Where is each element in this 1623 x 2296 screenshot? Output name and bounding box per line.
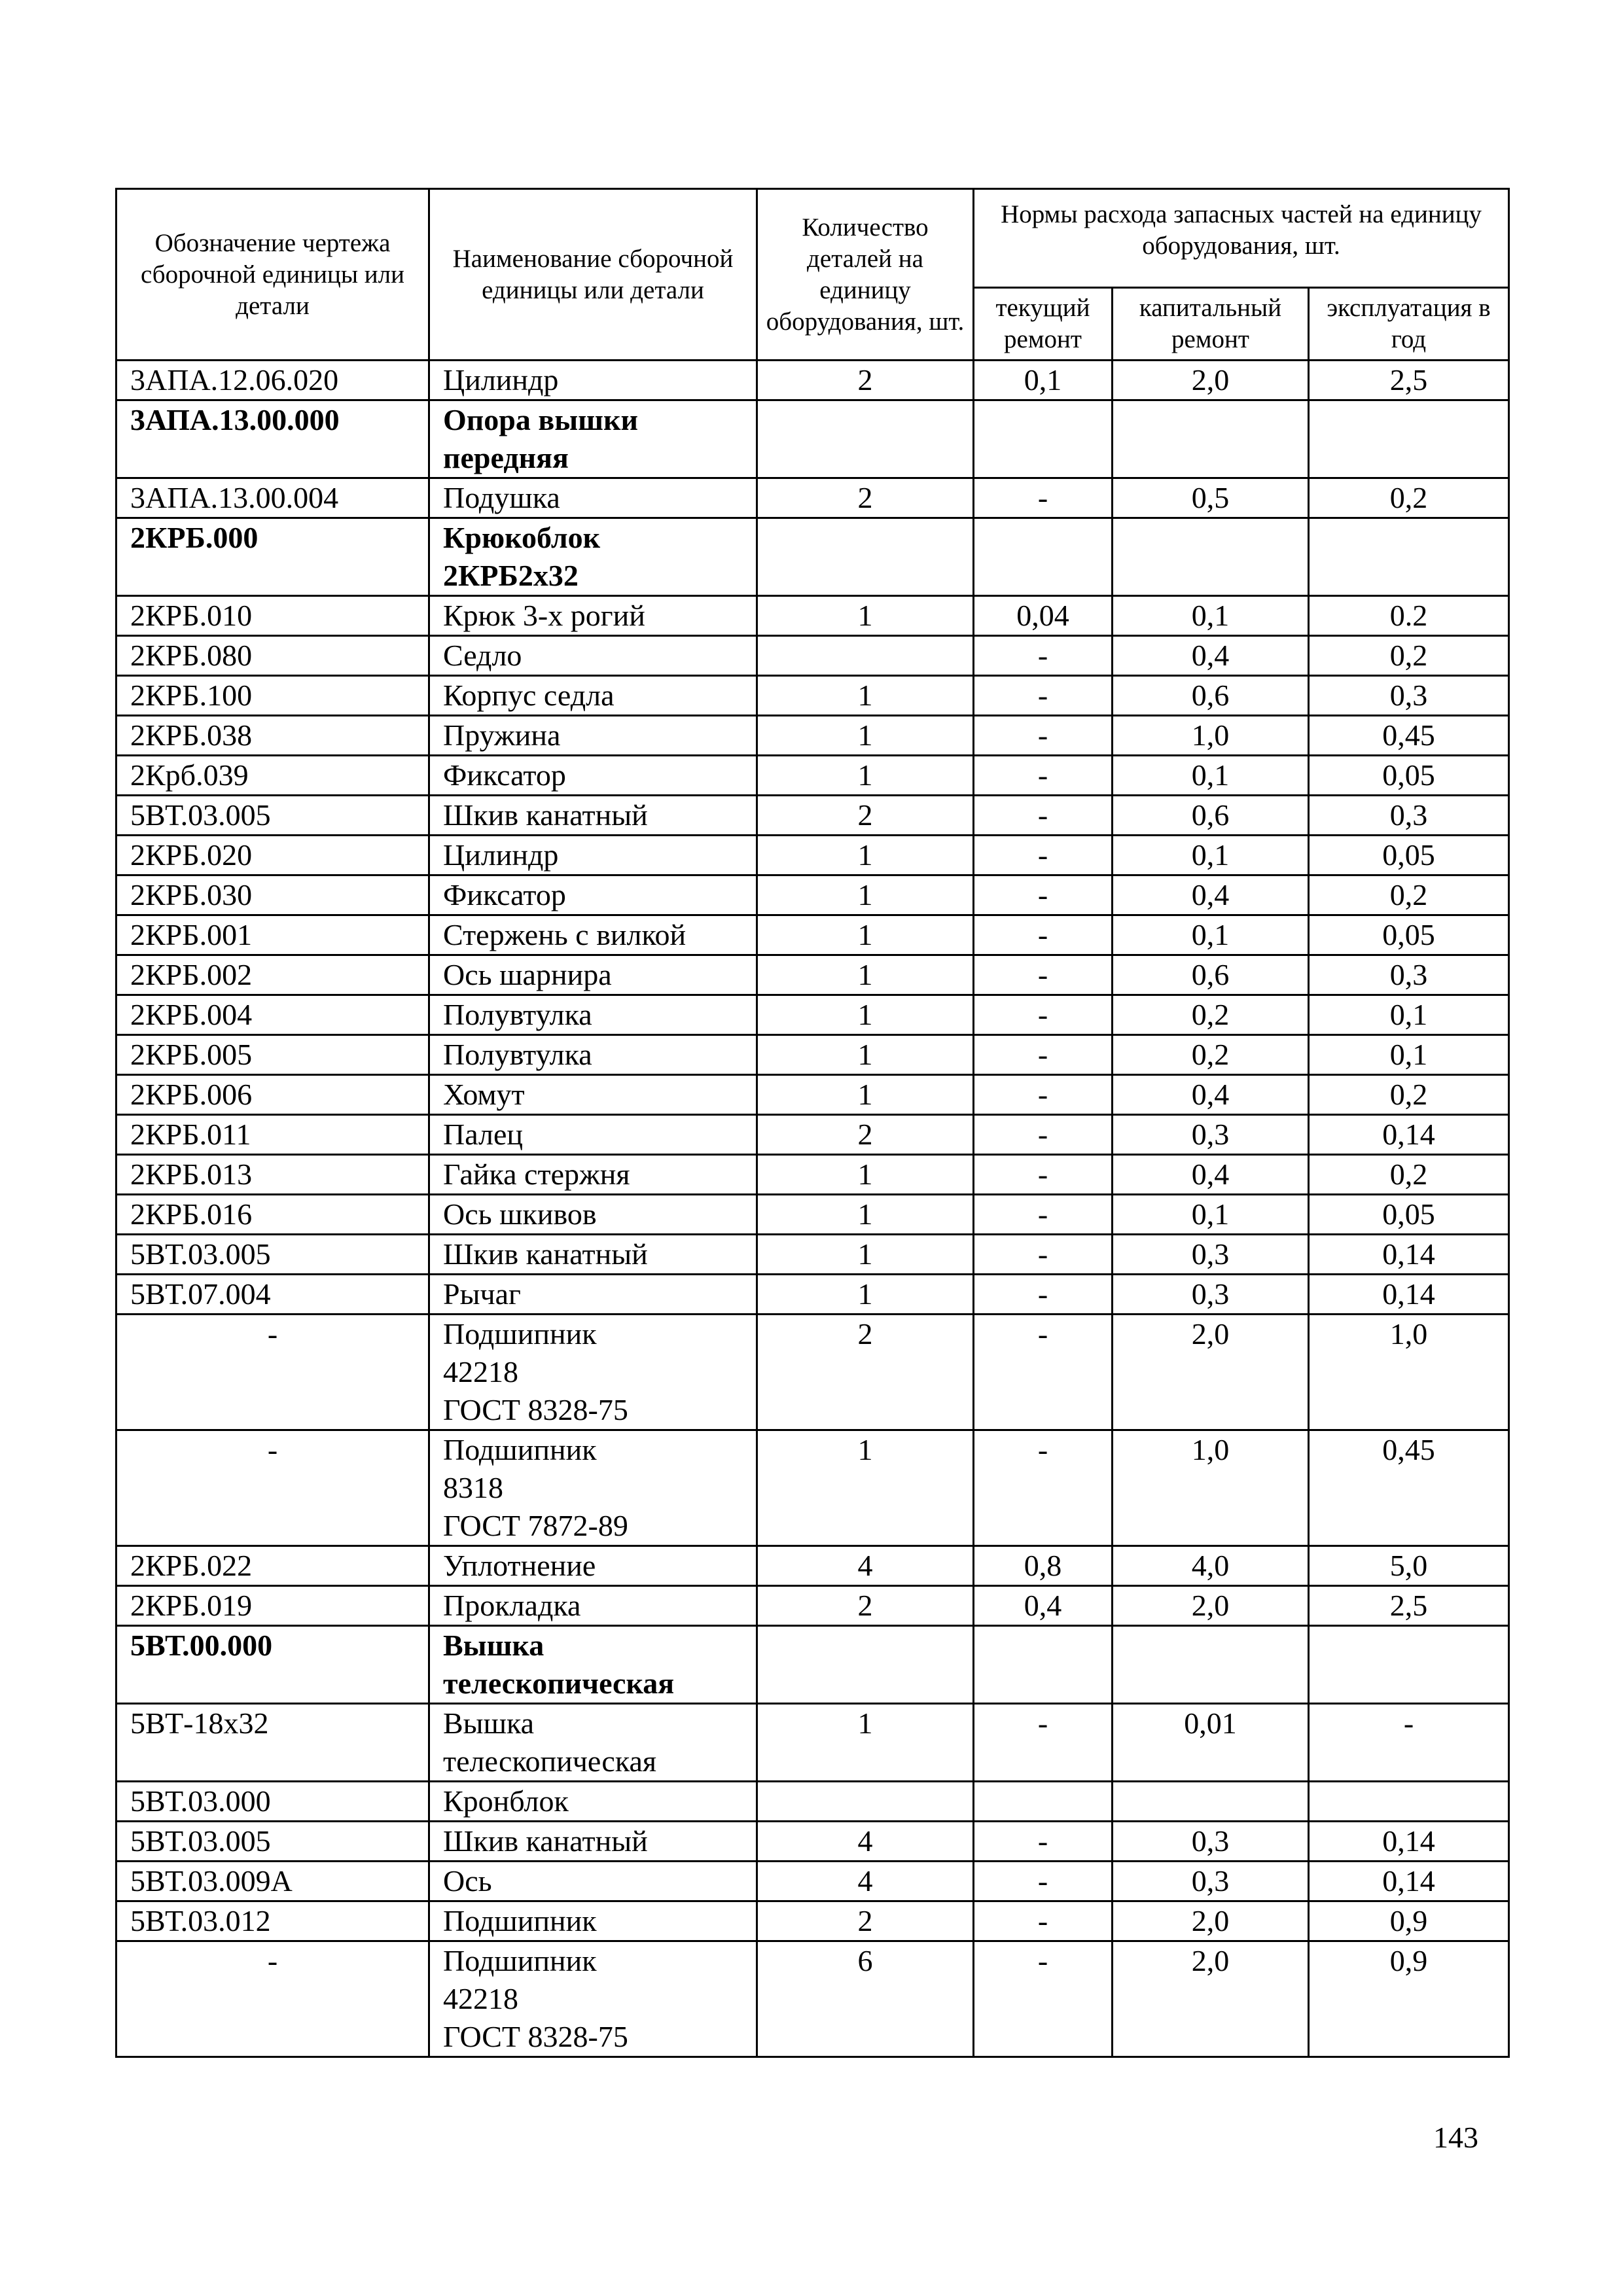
table-row [116, 1195, 1509, 1235]
cell-name [429, 836, 757, 875]
table-row [116, 716, 1509, 756]
cell-capital-repair: 0,3 [1113, 1862, 1309, 1901]
cell-name-line: Гайка стержня [443, 1157, 630, 1191]
table-row [116, 1704, 1509, 1782]
cell-name-line: Подшипник [443, 1317, 597, 1351]
cell-name-line: Подшипник [443, 1944, 597, 1977]
cell-capital-repair: 0,1 [1113, 915, 1309, 955]
cell-capital-repair: 2,0 [1113, 361, 1309, 400]
cell-name [429, 1195, 757, 1235]
cell-current-repair: - [974, 636, 1113, 676]
cell-operation: 0.2 [1309, 596, 1509, 636]
cell-quantity: 1 [757, 716, 974, 756]
cell-name-line: 8318 [443, 1471, 503, 1504]
cell-capital-repair: 0,3 [1113, 1275, 1309, 1315]
cell-name-line: Стержень с вилкой [443, 918, 687, 951]
cell-name [429, 518, 757, 596]
cell-name-line: Ось шарнира [443, 958, 612, 991]
cell-capital-repair: 2,0 [1113, 1941, 1309, 2057]
cell-quantity: 1 [757, 1075, 974, 1115]
cell-name-line: ГОСТ 8328-75 [443, 1393, 628, 1426]
cell-current-repair: - [974, 875, 1113, 915]
table-row [116, 400, 1509, 478]
cell-name [429, 1586, 757, 1626]
table-row [116, 796, 1509, 836]
cell-quantity [757, 400, 974, 478]
cell-quantity [757, 518, 974, 596]
cell-quantity: 1 [757, 1155, 974, 1195]
cell-capital-repair: 0,3 [1113, 1115, 1309, 1155]
cell-designation: 2КРБ.000 [116, 518, 429, 596]
cell-name [429, 1822, 757, 1862]
cell-quantity: 1 [757, 1275, 974, 1315]
cell-operation: 0,2 [1309, 1155, 1509, 1195]
cell-name-line: Подшипник [443, 1904, 597, 1937]
cell-capital-repair [1113, 400, 1309, 478]
cell-current-repair: - [974, 1235, 1113, 1275]
cell-name-line: Хомут [443, 1078, 525, 1111]
table-row [116, 836, 1509, 875]
header-quantity: Количество деталей на единицу оборудования, шт. [757, 189, 974, 361]
cell-name-line: Подшипник [443, 1433, 597, 1466]
cell-name [429, 756, 757, 796]
cell-name-line: Рычаг [443, 1277, 521, 1311]
cell-name [429, 676, 757, 716]
cell-current-repair: - [974, 915, 1113, 955]
cell-name [429, 1035, 757, 1075]
cell-designation: 2КРБ.100 [116, 676, 429, 716]
cell-current-repair: - [974, 1075, 1113, 1115]
table-row [116, 1862, 1509, 1901]
table-row [116, 1822, 1509, 1862]
cell-operation [1309, 1626, 1509, 1704]
cell-quantity: 2 [757, 361, 974, 400]
cell-operation: 0,14 [1309, 1275, 1509, 1315]
table-row [116, 1155, 1509, 1195]
cell-designation: 2Крб.039 [116, 756, 429, 796]
cell-designation: 2КРБ.016 [116, 1195, 429, 1235]
cell-name-line: Фиксатор [443, 878, 566, 911]
table-row [116, 1275, 1509, 1315]
header-capital-repair: капитальный ремонт [1113, 288, 1309, 361]
cell-operation: 0,14 [1309, 1115, 1509, 1155]
cell-name [429, 1275, 757, 1315]
table-row [116, 955, 1509, 995]
cell-capital-repair [1113, 518, 1309, 596]
cell-name-line: 42218 [443, 1355, 518, 1388]
cell-designation: 2КРБ.013 [116, 1155, 429, 1195]
cell-name [429, 1901, 757, 1941]
cell-designation: 2КРБ.004 [116, 995, 429, 1035]
cell-designation: 2КРБ.038 [116, 716, 429, 756]
cell-name [429, 478, 757, 518]
cell-name [429, 955, 757, 995]
cell-name-line: телескопическая [443, 1667, 675, 1700]
cell-current-repair: - [974, 1822, 1113, 1862]
page-number: 143 [1433, 2121, 1478, 2154]
cell-quantity: 1 [757, 1195, 974, 1235]
header-operation: эксплуатация в год [1309, 288, 1509, 361]
cell-designation: 2КРБ.006 [116, 1075, 429, 1115]
cell-operation: 0,2 [1309, 636, 1509, 676]
table-row [116, 676, 1509, 716]
cell-operation: 0,2 [1309, 1075, 1509, 1115]
table-row [116, 1075, 1509, 1115]
cell-name [429, 400, 757, 478]
cell-current-repair [974, 518, 1113, 596]
cell-operation: 2,5 [1309, 361, 1509, 400]
cell-name-line: Подушка [443, 481, 560, 514]
cell-name [429, 1626, 757, 1704]
cell-operation: 0,14 [1309, 1862, 1509, 1901]
cell-operation [1309, 518, 1509, 596]
cell-current-repair: - [974, 1155, 1113, 1195]
cell-quantity: 4 [757, 1546, 974, 1586]
table-row [116, 1901, 1509, 1941]
cell-designation: 2КРБ.019 [116, 1586, 429, 1626]
cell-operation: 0,45 [1309, 1430, 1509, 1546]
cell-operation [1309, 1782, 1509, 1822]
cell-current-repair: - [974, 1704, 1113, 1782]
cell-designation: 2КРБ.001 [116, 915, 429, 955]
cell-operation: 0,14 [1309, 1235, 1509, 1275]
cell-name-line: Шкив канатный [443, 798, 648, 832]
cell-operation: 0,3 [1309, 796, 1509, 836]
cell-designation: 3АПА.13.00.004 [116, 478, 429, 518]
table-row [116, 518, 1509, 596]
cell-current-repair: - [974, 716, 1113, 756]
cell-designation: 2КРБ.080 [116, 636, 429, 676]
cell-current-repair: 0,04 [974, 596, 1113, 636]
cell-capital-repair: 0,5 [1113, 478, 1309, 518]
cell-designation: 2КРБ.002 [116, 955, 429, 995]
cell-operation: 0,3 [1309, 676, 1509, 716]
cell-current-repair: - [974, 1115, 1113, 1155]
cell-name [429, 361, 757, 400]
cell-quantity: 1 [757, 836, 974, 875]
cell-operation: - [1309, 1704, 1509, 1782]
table-row [116, 915, 1509, 955]
cell-designation: 2КРБ.022 [116, 1546, 429, 1586]
cell-designation: 2КРБ.011 [116, 1115, 429, 1155]
cell-current-repair: 0,1 [974, 361, 1113, 400]
table-row [116, 1035, 1509, 1075]
cell-designation: 5ВТ.03.009А [116, 1862, 429, 1901]
table-row [116, 1782, 1509, 1822]
header-current-repair: текущий ремонт [974, 288, 1113, 361]
cell-current-repair: - [974, 796, 1113, 836]
cell-name-line: Корпус седла [443, 679, 615, 712]
cell-current-repair: - [974, 1035, 1113, 1075]
cell-quantity [757, 636, 974, 676]
cell-capital-repair: 0,01 [1113, 1704, 1309, 1782]
cell-current-repair: - [974, 1315, 1113, 1430]
cell-capital-repair: 0,6 [1113, 796, 1309, 836]
cell-current-repair [974, 1626, 1113, 1704]
cell-quantity [757, 1782, 974, 1822]
cell-name-line: Палец [443, 1118, 524, 1151]
cell-designation: 5ВТ.03.005 [116, 1235, 429, 1275]
cell-quantity: 2 [757, 1315, 974, 1430]
cell-name [429, 1862, 757, 1901]
cell-quantity: 1 [757, 1704, 974, 1782]
cell-operation: 5,0 [1309, 1546, 1509, 1586]
cell-capital-repair: 0,3 [1113, 1235, 1309, 1275]
table-row [116, 1546, 1509, 1586]
cell-designation: 2КРБ.020 [116, 836, 429, 875]
cell-operation: 0,1 [1309, 1035, 1509, 1075]
cell-operation: 0,2 [1309, 478, 1509, 518]
header-norms: Нормы расхода запасных частей на единицу оборудования, шт. [974, 189, 1509, 288]
cell-name [429, 1115, 757, 1155]
cell-quantity: 2 [757, 1586, 974, 1626]
cell-operation: 0,05 [1309, 1195, 1509, 1235]
cell-capital-repair [1113, 1782, 1309, 1822]
cell-capital-repair: 0,3 [1113, 1822, 1309, 1862]
cell-quantity: 2 [757, 1901, 974, 1941]
cell-name [429, 796, 757, 836]
table-header-row [116, 189, 1509, 288]
cell-quantity: 1 [757, 1235, 974, 1275]
cell-designation: 5ВТ.00.000 [116, 1626, 429, 1704]
table-row [116, 1115, 1509, 1155]
cell-current-repair: - [974, 756, 1113, 796]
cell-quantity: 1 [757, 955, 974, 995]
cell-name-line: телескопическая [443, 1744, 657, 1778]
cell-name-line: Вышка [443, 1629, 544, 1662]
header-designation: Обозначение чертежа сборочной единицы или детали [116, 189, 429, 361]
cell-designation: 5ВТ.03.012 [116, 1901, 429, 1941]
cell-name [429, 1235, 757, 1275]
cell-name [429, 1782, 757, 1822]
cell-name-line: Цилиндр [443, 838, 559, 872]
cell-current-repair: - [974, 478, 1113, 518]
cell-name-line: ГОСТ 8328-75 [443, 2020, 628, 2053]
cell-name [429, 1155, 757, 1195]
cell-name-line: ГОСТ 7872-89 [443, 1509, 628, 1542]
cell-name-line: Опора вышки [443, 403, 638, 436]
cell-name-line: 42218 [443, 1982, 518, 2015]
cell-designation: 5ВТ.03.000 [116, 1782, 429, 1822]
cell-quantity: 2 [757, 1115, 974, 1155]
cell-name-line: передняя [443, 441, 569, 474]
cell-current-repair: - [974, 1195, 1113, 1235]
cell-designation: 3АПА.12.06.020 [116, 361, 429, 400]
cell-name [429, 1075, 757, 1115]
cell-name-line: Пружина [443, 718, 561, 752]
cell-quantity: 1 [757, 1430, 974, 1546]
cell-name-line: Прокладка [443, 1589, 581, 1622]
cell-current-repair: 0,8 [974, 1546, 1113, 1586]
cell-operation: 0,45 [1309, 716, 1509, 756]
spare-parts-table [115, 188, 1510, 2058]
table-row [116, 1235, 1509, 1275]
cell-capital-repair: 0,4 [1113, 1075, 1309, 1115]
cell-name-line: Ось шкивов [443, 1197, 597, 1231]
cell-designation: - [116, 1315, 429, 1430]
cell-quantity: 4 [757, 1822, 974, 1862]
cell-capital-repair: 0,1 [1113, 836, 1309, 875]
cell-operation: 0,9 [1309, 1941, 1509, 2057]
cell-designation: 3АПА.13.00.000 [116, 400, 429, 478]
cell-operation: 0,3 [1309, 955, 1509, 995]
cell-name-line: Ось [443, 1864, 492, 1898]
cell-current-repair: - [974, 836, 1113, 875]
cell-quantity: 1 [757, 676, 974, 716]
cell-current-repair [974, 1782, 1113, 1822]
cell-current-repair: - [974, 1862, 1113, 1901]
cell-current-repair [974, 400, 1113, 478]
cell-designation: 2КРБ.030 [116, 875, 429, 915]
cell-name-line: Седло [443, 639, 522, 672]
cell-capital-repair: 2,0 [1113, 1315, 1309, 1430]
cell-capital-repair: 4,0 [1113, 1546, 1309, 1586]
cell-name-line: Полувтулка [443, 1038, 592, 1071]
cell-quantity: 1 [757, 756, 974, 796]
cell-quantity: 6 [757, 1941, 974, 2057]
cell-name [429, 1546, 757, 1586]
table-row [116, 596, 1509, 636]
cell-operation: 0,05 [1309, 836, 1509, 875]
table-row [116, 1586, 1509, 1626]
cell-name-line: Полувтулка [443, 998, 592, 1031]
cell-capital-repair: 1,0 [1113, 716, 1309, 756]
cell-name [429, 1430, 757, 1546]
cell-designation: - [116, 1430, 429, 1546]
cell-name [429, 1315, 757, 1430]
table-row [116, 1626, 1509, 1704]
cell-capital-repair [1113, 1626, 1309, 1704]
cell-capital-repair: 0,4 [1113, 1155, 1309, 1195]
cell-quantity: 1 [757, 915, 974, 955]
cell-name-line: Крюкоблок [443, 521, 601, 554]
cell-name [429, 636, 757, 676]
cell-current-repair: - [974, 676, 1113, 716]
cell-name-line: Цилиндр [443, 363, 559, 397]
cell-operation: 2,5 [1309, 1586, 1509, 1626]
cell-operation [1309, 400, 1509, 478]
cell-quantity: 4 [757, 1862, 974, 1901]
cell-capital-repair: 0,2 [1113, 1035, 1309, 1075]
cell-quantity [757, 1626, 974, 1704]
cell-capital-repair: 0,4 [1113, 636, 1309, 676]
cell-capital-repair: 2,0 [1113, 1586, 1309, 1626]
cell-quantity: 1 [757, 875, 974, 915]
cell-quantity: 2 [757, 796, 974, 836]
cell-name-line: Фиксатор [443, 758, 566, 792]
cell-name [429, 875, 757, 915]
cell-name [429, 915, 757, 955]
cell-name-line: Уплотнение [443, 1549, 596, 1582]
table-row [116, 1430, 1509, 1546]
cell-capital-repair: 0,1 [1113, 596, 1309, 636]
table-row [116, 636, 1509, 676]
table-row [116, 995, 1509, 1035]
cell-name [429, 1941, 757, 2057]
cell-current-repair: - [974, 1430, 1113, 1546]
cell-name-line: Шкив канатный [443, 1237, 648, 1271]
cell-quantity: 1 [757, 995, 974, 1035]
cell-current-repair: - [974, 1941, 1113, 2057]
header-name: Наименование сборочной единицы или детали [429, 189, 757, 361]
table-row [116, 361, 1509, 400]
cell-name-line: Вышка [443, 1706, 535, 1740]
table-row [116, 1315, 1509, 1430]
cell-name-line: 2КРБ2x32 [443, 559, 579, 592]
cell-name-line: Крюк 3-х рогий [443, 599, 645, 632]
cell-designation: 5ВТ.07.004 [116, 1275, 429, 1315]
cell-current-repair: 0,4 [974, 1586, 1113, 1626]
cell-designation: 2КРБ.010 [116, 596, 429, 636]
cell-designation: 5ВТ.03.005 [116, 1822, 429, 1862]
cell-capital-repair: 0,1 [1113, 756, 1309, 796]
cell-operation: 0,1 [1309, 995, 1509, 1035]
cell-current-repair: - [974, 1901, 1113, 1941]
cell-capital-repair: 2,0 [1113, 1901, 1309, 1941]
table-row [116, 1941, 1509, 2057]
cell-name [429, 716, 757, 756]
cell-designation: - [116, 1941, 429, 2057]
cell-designation: 5ВТ.03.005 [116, 796, 429, 836]
cell-capital-repair: 0,6 [1113, 676, 1309, 716]
cell-quantity: 1 [757, 1035, 974, 1075]
table-row [116, 478, 1509, 518]
cell-current-repair: - [974, 995, 1113, 1035]
cell-capital-repair: 1,0 [1113, 1430, 1309, 1546]
cell-operation: 0,2 [1309, 875, 1509, 915]
cell-name-line: Шкив канатный [443, 1824, 648, 1858]
cell-quantity: 2 [757, 478, 974, 518]
cell-name [429, 1704, 757, 1782]
cell-capital-repair: 0,1 [1113, 1195, 1309, 1235]
cell-quantity: 1 [757, 596, 974, 636]
cell-operation: 0,14 [1309, 1822, 1509, 1862]
cell-operation: 0,05 [1309, 915, 1509, 955]
cell-capital-repair: 0,2 [1113, 995, 1309, 1035]
cell-designation: 5ВТ-18x32 [116, 1704, 429, 1782]
cell-operation: 1,0 [1309, 1315, 1509, 1430]
cell-capital-repair: 0,6 [1113, 955, 1309, 995]
cell-capital-repair: 0,4 [1113, 875, 1309, 915]
table-row [116, 756, 1509, 796]
table-row [116, 875, 1509, 915]
cell-name [429, 596, 757, 636]
cell-name-line: Кронблок [443, 1784, 569, 1818]
cell-name [429, 995, 757, 1035]
cell-operation: 0,05 [1309, 756, 1509, 796]
table-body [116, 361, 1509, 2057]
cell-designation: 2КРБ.005 [116, 1035, 429, 1075]
cell-current-repair: - [974, 1275, 1113, 1315]
cell-current-repair: - [974, 955, 1113, 995]
cell-operation: 0,9 [1309, 1901, 1509, 1941]
